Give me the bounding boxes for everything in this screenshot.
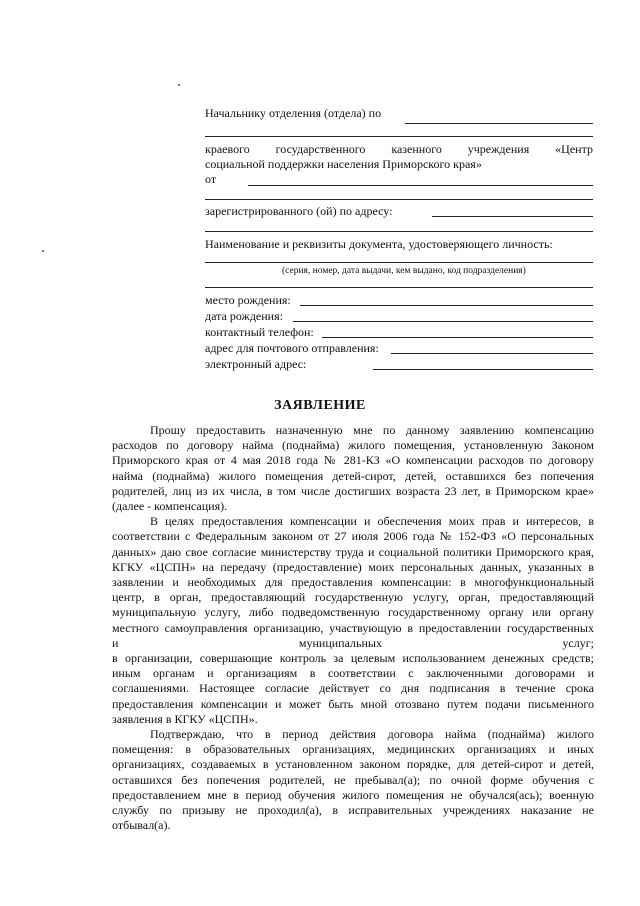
body-line: службу по призыву не проходил(а), в исправительных учреждениях наказание не — [112, 803, 594, 818]
address-field-line2[interactable] — [205, 231, 593, 232]
body-line: муниципальную услугу, либо подведомственную государственному органу или органу — [112, 605, 594, 620]
department-field[interactable] — [405, 123, 593, 124]
body-line: Подтверждаю, что в период действия договора найма (поднайма) жилого — [150, 727, 594, 742]
body-line: соглашениями. Настоящее согласие действует со дня подписания в течение срока — [112, 681, 594, 696]
email-field[interactable] — [373, 369, 593, 370]
scan-speck — [42, 250, 44, 252]
paragraph-consent — [112, 514, 594, 727]
body-line: помещения: в образовательных организациях, медицинских организациях и иных — [112, 742, 594, 757]
address-label: зарегистрированного (ой) по адресу: — [205, 204, 393, 218]
id-document-label: Наименование и реквизиты документа, удостоверяющего личность: — [205, 237, 553, 251]
institution-word: учреждения — [467, 142, 530, 156]
body-line: родителей, лиц из их числа, в том числе достигших возраста 23 лет, в Приморском крае» — [112, 483, 594, 498]
address-field[interactable] — [432, 216, 593, 217]
postal-field[interactable] — [391, 353, 593, 354]
body-line: центр, в орган, предоставляющий государственную услугу, орган, предоставляющий — [112, 590, 594, 605]
caption-text: (серия, номер, дата выдачи, кем выдано, код подразделения) — [282, 266, 526, 276]
addressee-label: Начальнику отделения (отдела) по — [205, 106, 382, 120]
department-field-line2[interactable] — [205, 136, 593, 137]
body-line: предоставления компенсации и может быть мной отозвано путем подачи письменного — [112, 696, 594, 711]
body-line: заявления в КГКУ «ЦСПН». — [112, 711, 258, 726]
body-line: в организации, совершающие контроль за целевым использованием денежных средств; — [112, 651, 594, 666]
body-line: Прошу предоставить назначенную мне по данному заявлению компенсацию — [150, 423, 594, 437]
body-line: В целях предоставления компенсации и обеспечения моих прав и интересов, в — [150, 514, 594, 529]
id-document-field[interactable] — [205, 262, 593, 263]
body-line: соответствии с Федеральным законом от 27 июля 2006 года № 152-ФЗ «О персональных — [112, 529, 594, 544]
applicant-name-field-line2[interactable] — [205, 199, 593, 200]
institution-word: краевого — [205, 142, 250, 156]
paragraph-confirmation — [112, 727, 594, 833]
institution-word: «Центр — [555, 142, 593, 156]
birth-date-field[interactable] — [293, 321, 593, 322]
birth-place-field[interactable] — [300, 305, 593, 306]
from-row — [205, 172, 593, 186]
birth-place-label: место рождения: — [205, 293, 291, 307]
birth-date-label: дата рождения: — [205, 309, 283, 323]
statement-body — [112, 423, 594, 833]
addressee-line — [205, 106, 593, 120]
id-document-row — [205, 237, 593, 251]
phone-field[interactable] — [322, 337, 593, 338]
scan-speck — [178, 84, 180, 86]
body-line: расходов по договору найма (поднайма) жилого помещения, установленную Законом — [112, 438, 594, 453]
applicant-name-field[interactable] — [248, 185, 593, 186]
body-line: иным органам и организациям в соответствии с заключенными договорами и — [112, 666, 594, 681]
institution-line-1 — [205, 142, 593, 156]
institution-name: социальной поддержки населения Приморского края» — [205, 157, 482, 171]
body-line: (далее - компенсация). — [112, 499, 228, 514]
institution-word: казенного — [391, 142, 442, 156]
body-line: заявлении и необходимых для предоставления компенсации: в многофункциональный — [112, 575, 594, 590]
id-document-field-line2[interactable] — [205, 287, 593, 288]
paragraph-request — [112, 423, 594, 514]
institution-word: государственного — [275, 142, 366, 156]
institution-line-2 — [205, 157, 593, 171]
postal-label: адрес для почтового отправления: — [205, 341, 379, 355]
body-line: Приморского края от 4 мая 2018 года № 281-КЗ «О компенсации расходов по договору — [112, 453, 594, 468]
body-line: местного самоуправления организацию, участвующую в предоставлении государственных — [112, 620, 594, 635]
body-line: предоставлением мне в период обучения жилого помещения не обучался(ась); военную — [112, 787, 594, 802]
email-label: электронный адрес: — [205, 357, 307, 371]
body-line: данных» даю свое согласие министерству труда и социальной политики Приморского края, — [112, 544, 594, 559]
document-title: ЗАЯВЛЕНИЕ — [274, 398, 366, 413]
body-line: и муниципальных услуг; — [112, 635, 594, 650]
id-document-caption — [282, 266, 526, 277]
phone-label: контактный телефон: — [205, 325, 314, 339]
body-line: организациях, создаваемых в установленном законом порядке, для детей-сирот и детей, — [112, 757, 594, 772]
body-line: отбывал(а). — [112, 818, 171, 833]
body-line: КГКУ «ЦСПН» на передачу (предоставление) моих персональных данных, указанных в — [112, 559, 594, 574]
body-line: оставшихся без попечения родителей, не пребывал(а); по очной форме обучения с — [112, 772, 594, 787]
from-label: от — [205, 172, 217, 186]
body-line: найма (поднайма) жилого помещения детей-сирот, детей, оставшихся без попечения — [112, 468, 594, 483]
